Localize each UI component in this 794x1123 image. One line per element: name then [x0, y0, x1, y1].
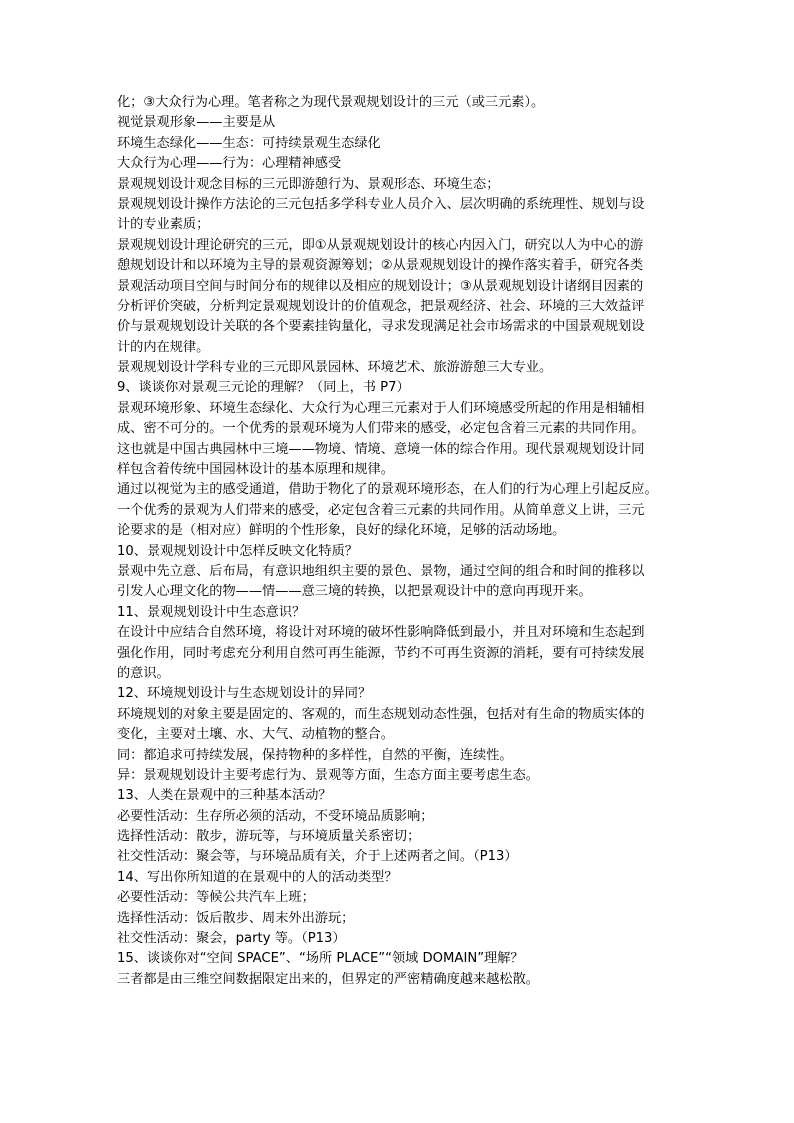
text-line: 景观规划设计理论研究的三元，即①从景观规划设计的核心内因入门，研究以人为中心的游	[117, 237, 644, 253]
text-line: 样包含着传统中国园林设计的基本原理和规律。	[117, 462, 394, 478]
text-line: 选择性活动：散步，游玩等，与环境质量关系密切；	[117, 829, 421, 845]
text-line: 选择性活动：饭后散步、周末外出游玩；	[117, 910, 355, 926]
text-line: 环境生态绿化——生态：可持续景观生态绿化	[117, 135, 381, 151]
text-line: 三者都是由三维空间数据限定出来的，但界定的严密精确度越来越松散。	[117, 971, 539, 987]
text-line: 化；③大众行为心理。笔者称之为现代景观规划设计的三元（或三元素）。	[117, 95, 545, 110]
text-line: 社交性活动：聚会，party 等。（P13）	[117, 931, 346, 947]
text-line: 计的专业素质；	[117, 217, 210, 233]
text-line: 视觉景观形象——主要是从	[117, 115, 276, 131]
question-heading: 11、景观规划设计中生态意识？	[117, 604, 306, 620]
text-line: 憩规划设计和以环境为主导的景观资源筹划；②从景观规划设计的操作落实着手，研究各类	[117, 258, 644, 274]
text-line: 在设计中应结合自然环境，将设计对环境的破坏性影响降低到最小，并且对环境和生态起到	[117, 625, 645, 641]
text-line: 论要求的是（相对应）鲜明的个性形象，良好的绿化环境，足够的活动场地。	[117, 523, 566, 539]
text-line: 景观规划设计操作方法论的三元包括多学科专业人员介入、层次明确的系统理性、规划与设	[117, 196, 645, 212]
text-line: 必要性活动：等候公共汽车上班；	[117, 890, 315, 906]
text-line: 变化，主要对土壤、水、大气、动植物的整合。	[117, 727, 394, 743]
text-line: 大众行为心理——行为：心理精神感受	[117, 156, 342, 172]
text-line: 引发人心理文化的物——情——意三境的转换，以把景观设计中的意向再现开来。	[117, 584, 592, 600]
question-heading: 13、人类在景观中的三种基本活动？	[117, 788, 332, 804]
question-heading: 10、景观规划设计中怎样反映文化特质？	[117, 543, 358, 559]
text-line: 通过以视觉为主的感受通道，借助于物化了的景观环境形态，在人们的行为心理上引起反应。	[117, 482, 658, 498]
text-line: 景观活动项目空间与时间分布的规律以及相应的规划设计；③从景观规划设计诸纲目因素的	[117, 278, 644, 294]
text-line: 同：都追求可持续发展，保持物种的多样性，自然的平衡，连续性。	[117, 747, 513, 763]
question-heading: 9、谈谈你对景观三元论的理解？（同上，书 P7）	[117, 380, 410, 396]
question-heading: 12、环境规划设计与生态规划设计的异同？	[117, 686, 372, 702]
document-page	[117, 93, 682, 990]
text-line: 价与景观规划设计关联的各个要素挂钩量化，寻求发现满足社会市场需求的中国景观规划设	[117, 319, 645, 335]
text-line: 分析评价突破，分析判定景观规划设计的价值观念，把景观经济、社会、环境的三大效益评	[117, 298, 645, 314]
question-heading: 15、谈谈你对“空间 SPACE”、“场所 PLACE”“领域 DOMAIN”理解？	[117, 951, 524, 967]
text-line: 的意识。	[117, 665, 170, 681]
text-line: 景观中先立意、后布局，有意识地组织主要的景色、景物，通过空间的组合和时间的推移以	[117, 563, 645, 579]
text-line: 环境规划的对象主要是固定的、客观的，而生态规划动态性强，包括对有生命的物质实体的	[117, 706, 645, 722]
text-line: 成、密不可分的。一个优秀的景观环境为人们带来的感受，必定包含着三元素的共同作用。	[117, 421, 645, 437]
text-line: 景观环境形象、环境生态绿化、大众行为心理三元素对于人们环境感受所起的作用是相辅相	[117, 400, 645, 416]
text-line: 异：景观规划设计主要考虑行为、景观等方面，生态方面主要考虑生态。	[117, 767, 539, 783]
text-line: 强化作用，同时考虑充分利用自然可再生能源，节约不可再生资源的消耗，要有可持续发展	[117, 645, 645, 661]
text-line: 计的内在规律。	[117, 339, 210, 355]
text-line: 景观规划设计观念目标的三元即游憩行为、景观形态、环境生态；	[117, 176, 500, 192]
question-heading: 14、写出你所知道的在景观中的人的活动类型？	[117, 869, 398, 885]
text-line: 这也就是中国古典园林中三境——物境、情境、意境一体的综合作用。现代景观规划设计同	[117, 441, 645, 457]
text-line: 一个优秀的景观为人们带来的感受，必定包含着三元素的共同作用。从简单意义上讲，三元	[117, 502, 645, 518]
text-line: 景观规划设计学科专业的三元即风景园林、环境艺术、旅游游憩三大专业。	[117, 360, 553, 376]
text-line: 必要性活动：生存所必须的活动，不受环境品质影响；	[117, 808, 434, 824]
text-line: 社交性活动：聚会等，与环境品质有关，介于上述两者之间。（P13）	[117, 849, 518, 865]
